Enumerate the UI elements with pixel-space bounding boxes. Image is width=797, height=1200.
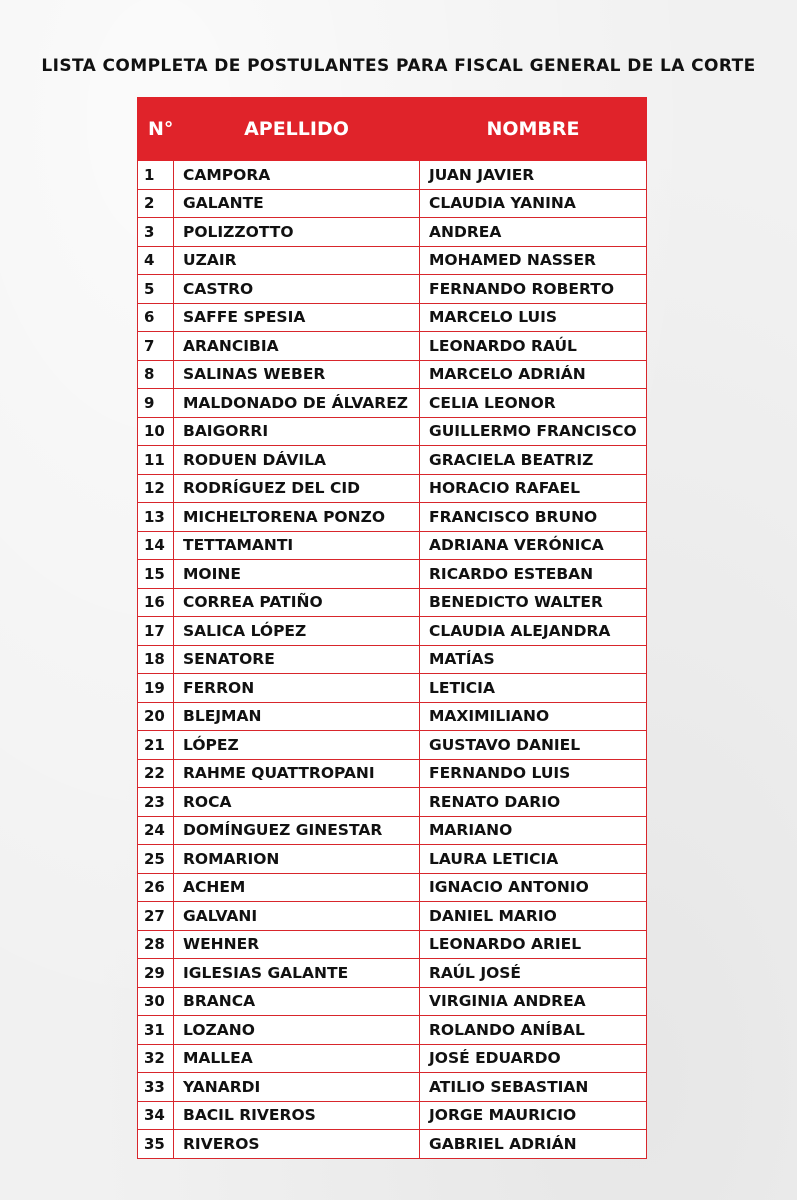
- cell-nombre: BENEDICTO WALTER: [420, 588, 647, 617]
- table-row: [138, 987, 647, 1016]
- cell-nombre: RENATO DARIO: [420, 788, 647, 817]
- table-row: [138, 332, 647, 361]
- cell-nombre: IGNACIO ANTONIO: [420, 873, 647, 902]
- cell-number: 15: [138, 560, 174, 589]
- table-row: [138, 474, 647, 503]
- cell-number: 23: [138, 788, 174, 817]
- candidates-table: [137, 97, 647, 1159]
- cell-number: 30: [138, 987, 174, 1016]
- table-row: [138, 161, 647, 190]
- table-row: [138, 617, 647, 646]
- cell-number: 29: [138, 959, 174, 988]
- cell-apellido: SAFFE SPESIA: [174, 303, 420, 332]
- cell-nombre: MOHAMED NASSER: [420, 246, 647, 275]
- cell-apellido: SALICA LÓPEZ: [174, 617, 420, 646]
- table-header: [138, 98, 647, 161]
- cell-nombre: CELIA LEONOR: [420, 389, 647, 418]
- cell-nombre: MAXIMILIANO: [420, 702, 647, 731]
- cell-apellido: MALLEA: [174, 1044, 420, 1073]
- cell-nombre: ADRIANA VERÓNICA: [420, 531, 647, 560]
- cell-number: 3: [138, 218, 174, 247]
- cell-nombre: MARCELO ADRIÁN: [420, 360, 647, 389]
- cell-nombre: CLAUDIA ALEJANDRA: [420, 617, 647, 646]
- cell-apellido: FERRON: [174, 674, 420, 703]
- cell-nombre: RICARDO ESTEBAN: [420, 560, 647, 589]
- table-row: [138, 1016, 647, 1045]
- cell-nombre: LAURA LETICIA: [420, 845, 647, 874]
- cell-number: 19: [138, 674, 174, 703]
- cell-number: 1: [138, 161, 174, 190]
- cell-nombre: ATILIO SEBASTIAN: [420, 1073, 647, 1102]
- cell-nombre: VIRGINIA ANDREA: [420, 987, 647, 1016]
- table-row: [138, 360, 647, 389]
- cell-number: 14: [138, 531, 174, 560]
- cell-apellido: CORREA PATIÑO: [174, 588, 420, 617]
- cell-apellido: MICHELTORENA PONZO: [174, 503, 420, 532]
- table-row: [138, 1130, 647, 1159]
- cell-number: 28: [138, 930, 174, 959]
- cell-apellido: WEHNER: [174, 930, 420, 959]
- cell-number: 22: [138, 759, 174, 788]
- table-body: [138, 161, 647, 1159]
- table-row: [138, 1101, 647, 1130]
- cell-number: 2: [138, 189, 174, 218]
- cell-apellido: LÓPEZ: [174, 731, 420, 760]
- cell-nombre: LEONARDO RAÚL: [420, 332, 647, 361]
- cell-number: 18: [138, 645, 174, 674]
- cell-apellido: YANARDI: [174, 1073, 420, 1102]
- cell-number: 24: [138, 816, 174, 845]
- cell-apellido: ROCA: [174, 788, 420, 817]
- cell-apellido: RODRÍGUEZ DEL CID: [174, 474, 420, 503]
- cell-nombre: MARCELO LUIS: [420, 303, 647, 332]
- table-row: [138, 1044, 647, 1073]
- cell-nombre: MATÍAS: [420, 645, 647, 674]
- cell-apellido: LOZANO: [174, 1016, 420, 1045]
- table-row: [138, 503, 647, 532]
- cell-apellido: SALINAS WEBER: [174, 360, 420, 389]
- cell-apellido: RAHME QUATTROPANI: [174, 759, 420, 788]
- cell-number: 32: [138, 1044, 174, 1073]
- cell-nombre: JUAN JAVIER: [420, 161, 647, 190]
- cell-apellido: IGLESIAS GALANTE: [174, 959, 420, 988]
- table-row: [138, 902, 647, 931]
- cell-apellido: BRANCA: [174, 987, 420, 1016]
- cell-nombre: GUILLERMO FRANCISCO: [420, 417, 647, 446]
- page-title: LISTA COMPLETA DE POSTULANTES PARA FISCAL GENERAL DE LA CORTE: [41, 56, 756, 76]
- cell-nombre: LETICIA: [420, 674, 647, 703]
- cell-number: 16: [138, 588, 174, 617]
- cell-number: 26: [138, 873, 174, 902]
- table-row: [138, 674, 647, 703]
- candidates-table-container: [137, 97, 646, 1159]
- table-row: [138, 930, 647, 959]
- cell-apellido: BLEJMAN: [174, 702, 420, 731]
- table-row: [138, 845, 647, 874]
- table-row: [138, 1073, 647, 1102]
- cell-apellido: DOMÍNGUEZ GINESTAR: [174, 816, 420, 845]
- table-row: [138, 531, 647, 560]
- cell-nombre: ROLANDO ANÍBAL: [420, 1016, 647, 1045]
- table-row: [138, 389, 647, 418]
- cell-nombre: LEONARDO ARIEL: [420, 930, 647, 959]
- cell-number: 8: [138, 360, 174, 389]
- cell-nombre: FERNANDO ROBERTO: [420, 275, 647, 304]
- cell-nombre: GUSTAVO DANIEL: [420, 731, 647, 760]
- table-row: [138, 816, 647, 845]
- table-row: [138, 189, 647, 218]
- cell-number: 11: [138, 446, 174, 475]
- cell-number: 12: [138, 474, 174, 503]
- cell-nombre: HORACIO RAFAEL: [420, 474, 647, 503]
- cell-apellido: RODUEN DÁVILA: [174, 446, 420, 475]
- cell-number: 7: [138, 332, 174, 361]
- cell-nombre: FERNANDO LUIS: [420, 759, 647, 788]
- table-row: [138, 446, 647, 475]
- cell-apellido: ARANCIBIA: [174, 332, 420, 361]
- cell-nombre: JOSÉ EDUARDO: [420, 1044, 647, 1073]
- cell-apellido: CASTRO: [174, 275, 420, 304]
- cell-apellido: GALANTE: [174, 189, 420, 218]
- cell-nombre: GRACIELA BEATRIZ: [420, 446, 647, 475]
- cell-nombre: JORGE MAURICIO: [420, 1101, 647, 1130]
- cell-number: 31: [138, 1016, 174, 1045]
- cell-apellido: BAIGORRI: [174, 417, 420, 446]
- cell-number: 20: [138, 702, 174, 731]
- cell-nombre: RAÚL JOSÉ: [420, 959, 647, 988]
- table-row: [138, 702, 647, 731]
- table-row: [138, 788, 647, 817]
- cell-number: 10: [138, 417, 174, 446]
- table-header-row: [138, 98, 647, 161]
- cell-apellido: CAMPORA: [174, 161, 420, 190]
- table-row: [138, 218, 647, 247]
- table-row: [138, 759, 647, 788]
- cell-apellido: BACIL RIVEROS: [174, 1101, 420, 1130]
- table-row: [138, 588, 647, 617]
- cell-number: 33: [138, 1073, 174, 1102]
- table-row: [138, 303, 647, 332]
- cell-apellido: UZAIR: [174, 246, 420, 275]
- table-row: [138, 731, 647, 760]
- cell-apellido: GALVANI: [174, 902, 420, 931]
- cell-apellido: ROMARION: [174, 845, 420, 874]
- cell-apellido: TETTAMANTI: [174, 531, 420, 560]
- cell-apellido: RIVEROS: [174, 1130, 420, 1159]
- column-header-nombre: NOMBRE: [420, 98, 647, 161]
- cell-apellido: POLIZZOTTO: [174, 218, 420, 247]
- table-row: [138, 417, 647, 446]
- cell-apellido: MALDONADO DE ÁLVAREZ: [174, 389, 420, 418]
- cell-apellido: ACHEM: [174, 873, 420, 902]
- cell-number: 13: [138, 503, 174, 532]
- cell-number: 6: [138, 303, 174, 332]
- cell-number: 27: [138, 902, 174, 931]
- table-row: [138, 645, 647, 674]
- cell-nombre: ANDREA: [420, 218, 647, 247]
- table-row: [138, 246, 647, 275]
- column-header-number: N°: [138, 98, 174, 161]
- cell-apellido: SENATORE: [174, 645, 420, 674]
- cell-number: 21: [138, 731, 174, 760]
- cell-nombre: GABRIEL ADRIÁN: [420, 1130, 647, 1159]
- cell-nombre: MARIANO: [420, 816, 647, 845]
- cell-number: 34: [138, 1101, 174, 1130]
- cell-nombre: FRANCISCO BRUNO: [420, 503, 647, 532]
- cell-nombre: CLAUDIA YANINA: [420, 189, 647, 218]
- cell-number: 5: [138, 275, 174, 304]
- cell-number: 25: [138, 845, 174, 874]
- table-row: [138, 275, 647, 304]
- cell-number: 17: [138, 617, 174, 646]
- cell-apellido: MOINE: [174, 560, 420, 589]
- cell-nombre: DANIEL MARIO: [420, 902, 647, 931]
- cell-number: 35: [138, 1130, 174, 1159]
- table-row: [138, 560, 647, 589]
- cell-number: 4: [138, 246, 174, 275]
- table-row: [138, 959, 647, 988]
- column-header-apellido: APELLIDO: [174, 98, 420, 161]
- table-row: [138, 873, 647, 902]
- cell-number: 9: [138, 389, 174, 418]
